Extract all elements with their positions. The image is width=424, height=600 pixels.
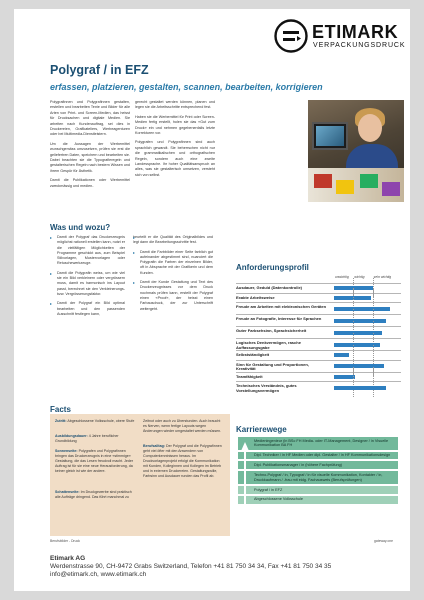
intro-paragraph: gerecht gestaltet werden können, planen und legen sie die Arbeitsschritte entsprechend fest. — [135, 100, 215, 110]
footer-address: Werdenstrasse 90, CH-9472 Grabs Switzerland, Telefon +41 81 750 34 34, Fax +41 81 750 34 35 — [50, 563, 332, 570]
chart-row — [236, 381, 401, 393]
chart-category-label: Sinn für Gestaltung und Proportionen, Kreativität — [236, 361, 309, 372]
chart-row — [236, 283, 401, 293]
list-item: ▸ Damit der Kunde Gestaltung und Text des Druckerzeugnisses vor dem Druck nochmals prüfen kann, erstellt der Polygraf einen «Proof», der heisst einen Farbausdruck, der zur Unterschrift weitergeht. — [133, 280, 213, 312]
chart-bar — [334, 386, 386, 390]
bullet-list-1 — [50, 235, 125, 321]
chart-row — [236, 338, 401, 350]
fact-schattenseite: Schattenseite: Im Druckgewerbe sind praktisch alle Aufträge dringend. Das führt manchmal zu — [55, 490, 132, 499]
chart-category-label: Guter Farbsehsinn, Sprachsicherheit — [236, 328, 307, 333]
intro-paragraph: Um die Aussagen der Werbemittel wunschgemäss umzusetzen, prüfen sie erst die geliefertren Daten, speichern und bearbeiten sie. Dabei beachten sie die Typografieregeln und gestalterischen Regeln nach bestem Wissen und ihrem Gespür für Ästhetik. — [50, 141, 130, 173]
chart-row — [236, 326, 401, 338]
logo-sub: VERPACKUNGSDRUCK — [313, 42, 406, 49]
heading-facts: Facts — [50, 405, 71, 414]
etimark-logo — [274, 19, 406, 53]
chart-legend-label: unwichtig — [335, 275, 349, 279]
footer-contact[interactable]: info@etimark.ch, www.etimark.ch — [50, 571, 147, 578]
career-step: Dipl. Publikationsmanager / in (höhere Fachprüfung) — [238, 461, 398, 469]
fact-ausbildungsdauer: Ausbildungsdauer: 4 Jahre beruflicher Grundbildung — [55, 434, 119, 443]
fact-schattenseite-cont: Zeitnot oder auch zu Überstunden. Auch braucht es Nerven, wenn fertige Layouts wegen Änderungen wieder umgestaltet werden müssen. — [143, 419, 222, 433]
chart-row — [236, 372, 401, 382]
photo-monitor — [312, 122, 348, 150]
chart-bar — [334, 364, 384, 368]
bullet-list-2 — [133, 235, 213, 316]
career-step: Techno-Polygraf / in, Typograf / in für visuelle Kommunikation, Kontakter / in, Druckkaufmann / -frau mit eidg. Fachausweis (Berufsprüfungen) — [238, 471, 398, 484]
logo-brand: ETIMARK — [312, 22, 399, 42]
chart-category-label: Freude an Fotografie, Interesse für Sprachen — [236, 316, 322, 321]
chart-category-label: Teamfähigkeit — [236, 373, 263, 379]
list-item: ▸ Damit die Farbbilder einer Seite farblich gut aufeinander abgestimmt sind, nuanciert die Polygrafin die Farben der einzelnen Bilder, oft in Absprache mit der Grafikerin und dem Kunden. — [133, 250, 213, 276]
chart-row — [236, 302, 401, 314]
caption-left: Berufsbilder - Druck — [50, 539, 80, 543]
footer — [50, 555, 331, 579]
photo-polygraf-at-work — [308, 100, 404, 202]
footer-company: Etimark AG — [50, 555, 86, 562]
caption-right: gateway.one — [374, 539, 393, 543]
list-item: ▸ Damit der Polygraf ein Bild optimal bearbeiten und den passenden Ausschnitt festlegen kann, — [50, 301, 125, 317]
chart-legend-label: sehr wichtig — [373, 275, 392, 279]
chart-bar — [334, 319, 386, 323]
chart-row — [236, 314, 401, 326]
chart-bar — [334, 353, 349, 357]
chart-category-label: Selbstständigkeit — [236, 352, 270, 357]
page-title: Polygraf / in EFZ — [50, 63, 149, 77]
chart-category-label: Technisches Verständnis, gutes Vorstellungsvermögen — [236, 383, 297, 393]
chart-bar — [334, 331, 382, 335]
heading-anforderungsprofil: Anforderungsprofil — [236, 263, 309, 272]
requirements-bar-chart — [236, 275, 401, 393]
intro-paragraph: Polygrafinnen und Polygrafinnen gestalten, erstellen und bearbeiten Texte und Bilder für alle Arten von Print- und Screen-Medien, das heisst für Drucksachen und digitale Medien. Sie arbeiten nach Kundenauftrag, sei dies in Druckereien, Grafikateliers, Werbeagenturen oder bei Multimedia-Dienstleistern. — [50, 100, 130, 137]
chart-row — [236, 350, 401, 360]
fact-zutritt: Zutritt: Abgeschlossene Volksschule, obere Stufe — [55, 419, 135, 423]
chart-row — [236, 360, 401, 372]
chart-legend-label: wichtig — [354, 275, 365, 279]
list-item: ▸ Damit die Polygrafin weiss, um wie viel sie ein Bild verkleinern oder vergrössern muss, damit es harmonisch ins Layout passt, berechnet sie den Verkleinerungs- bzw. Vergrösserungsfaktor. — [50, 271, 125, 297]
facts-box — [50, 414, 230, 536]
chart-category-label: Exakte Arbeitsweise — [236, 294, 275, 300]
chart-bar — [334, 307, 390, 311]
chart-category-label: Logisches Denkvermögen, rasche Auffassungsgabe — [236, 340, 301, 350]
list-item: ▸ Damit der Polygraf das Druckerzeugnis möglichst rationell erstellen kann, nutzt er die vielfältigen Möglichkeiten der Programme geschickt aus, zum Beispiel Stilvorlagen, Mustervorlagen oder Retuschewerkzeuge. — [50, 235, 125, 267]
intro-column-2 — [135, 100, 215, 182]
chart-row — [236, 293, 401, 303]
fact-sonnenseite: Sonnenseite: Polygrafen und Polygrafinnen bringen das Druckerzeugnis in eine «stimmige» Gestaltung, die das Lesen freudvoll macht. Jeder Auftrag ist für sie eine neue Herausforderung, da keiner gleich ist wie der andere. — [55, 449, 134, 473]
list-item: ▸ beurteilt er die Qualität des Originalbildes und legt dann die Bearbeitungsschritte fest. — [133, 235, 213, 246]
chart-legend — [236, 275, 401, 283]
page — [14, 9, 410, 591]
intro-paragraph: Damit die Publikationen oder Werbemittel zweckmässig und medien- — [50, 178, 130, 188]
etimark-logo-icon — [274, 19, 308, 53]
career-step: Dipl. Techniker / in HF Medien oder dipl. Gestalter / in HF Kommunikationsdesign — [238, 452, 398, 460]
intro-paragraph: Polygrafen und Polygrafinnen sind auch sprachlich gewandt. Sie beherrschen nicht nur die grammatikalischen und orthografischen Regeln, sondern auch eine zweite Landessprache. Ihr hoher Qualitätsanspruch an alles, was sie gestalterisch umsetzen, versteht sich von selbst. — [135, 140, 215, 177]
chart-category-label: Ausdauer, Geduld (Datenkontrolle) — [236, 285, 303, 290]
career-step-current: Polygraf / in EFZ — [238, 486, 398, 494]
intro-column-1 — [50, 100, 130, 193]
page-subtitle: erfassen, platzieren, gestalten, scannen, bearbeiten, korrigieren — [50, 82, 323, 92]
career-step-base: Abgeschlossene Volksschule — [238, 496, 398, 504]
fact-berufsalltag: Berufsalltag: Der Polygraf und die Polygrafinnen geht viel öfter mit den Anwendern von Computerkenntnissen heraus. Im Druckvorlagenprojekt erfolgt die Kommunikation mit Kunden, Kolleginnen und Kollegen im Betrieb und in externen Druckereien. Gestaltungswille, Farbsinn und Ausdauer runden das Profil ab. — [143, 444, 222, 478]
chart-bar — [334, 375, 355, 379]
heading-karrierewege: Karrierewege — [236, 425, 287, 434]
career-step: Medieningenieur (in BSc FH Media- oder IT-Management, Designer / in Visuelle Kommunikation BA FH — [238, 437, 398, 450]
heading-was-und-wozu: Was und wozu? — [50, 223, 111, 232]
career-arrow-icon — [240, 439, 250, 535]
chart-category-label: Freude am Arbeiten mit elektronischen Geräten — [236, 304, 327, 309]
career-steps — [238, 437, 398, 506]
intro-paragraph: Haben sie die Werbemittel für Print oder Screen-Medien fertig erstellt, holen sie das «Gut zum Druck» ein und nehmen gegebenenfalls letzte Korrekturen vor. — [135, 114, 215, 136]
